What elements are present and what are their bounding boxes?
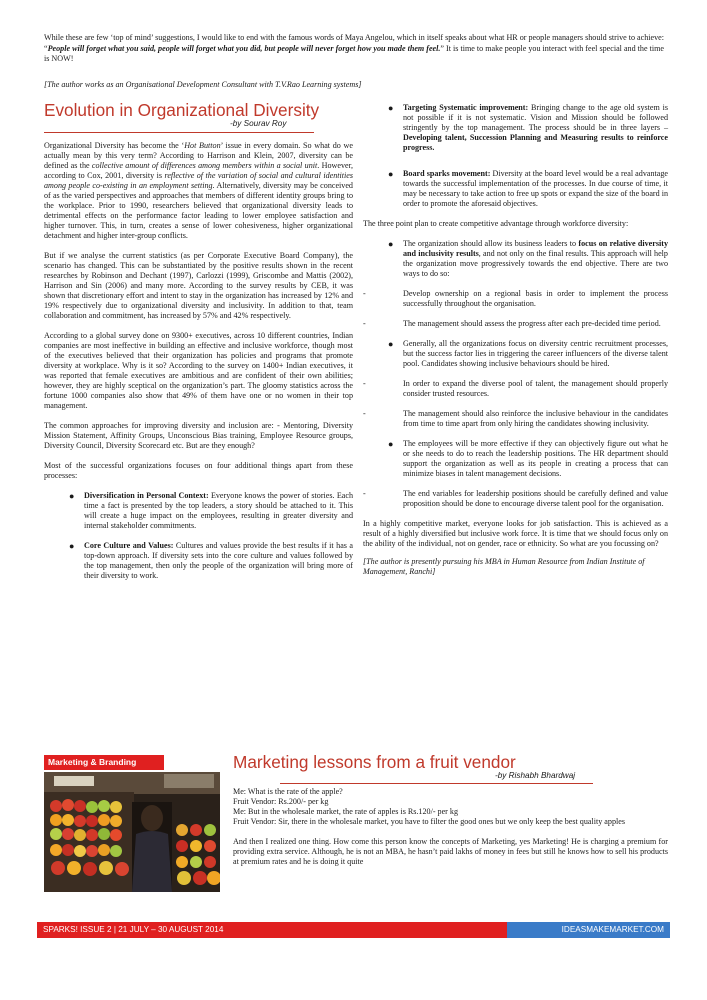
bullet-icon: ● (388, 103, 394, 113)
article1-byline: -by Sourav Roy (230, 119, 287, 128)
article1-paragraph-4: The common approaches for improving diversity and inclusion are: - Mentoring, Diversity Mission Statement, Affinity Groups, Unconscious Bias training, Employee Resource groups, Diversity Council, Diversity Scorecard etc. But are they enough? (44, 421, 353, 450)
article1-title: Evolution in Organizational Diversity (44, 100, 320, 120)
section-tag: Marketing & Branding (44, 755, 164, 770)
dash-marker: - (363, 409, 366, 418)
fruit-stall-illustration (44, 772, 220, 892)
list-item: - In order to expand the diverse pool of talent, the management should properly consider trusted resources. (363, 379, 668, 398)
dash-marker: - (363, 489, 366, 498)
article1-paragraph-2: But if we analyse the current statistics (as per Corporate Executive Board Company), the scenario has changed. This can be substantiated by the positive results shown in the recent researches by Robinson and Dechant (1997), Carlozzi (1999), Griscombe and Mattis (2002), Harrison and Sin (2006) and many more. According to the survey results by CEB, it was shown that discretionary effort and intent to stay in the organization has increased by 12% and 19% respectively due to organizational diversity and inclusivity. In addition to that, team collaboration and commitment, has increased by 57% and 42% respectively. (44, 251, 353, 320)
list-item: ● Core Culture and Values: Cultures and values provide the best results if it has a top-down approach. If diversity sets into the core culture and values followed by the top management, then only the people of the organization will bring more of their diversity to work. (69, 541, 353, 580)
footer-bar (37, 922, 670, 938)
plan-list (363, 239, 668, 509)
article1-paragraph-5: Most of the successful organizations focuses on four additional things apart from these processes: (44, 461, 353, 480)
bullet-icon: ● (388, 439, 394, 449)
dialogue-line: Fruit Vendor: Rs.200/- per kg (233, 797, 329, 806)
article1-closing: In a highly competitive market, everyone looks for job satisfaction. This is achieved as a result of a highly diversified but inclusive work force. It is time that we should focus only on the ability of the individual, not on gender, race or ethnicity. So what are you focussing on? (363, 519, 668, 548)
article2-title: Marketing lessons from a fruit vendor (233, 752, 516, 772)
bullet-icon: ● (69, 541, 75, 551)
bullet-icon: ● (388, 239, 394, 249)
angelou-quote: People will forget what you said, people will forget what you did, but people will never forget how you made them feel. (47, 43, 441, 53)
article2-title-rule (280, 783, 593, 784)
article1-left-column (44, 141, 353, 591)
list-item: ● Generally, all the organizations focus on diversity centric recruitment processes, but the success factor lies in triggering the career influencers of the diverse talent pool. Candidates showing inclusive behaviours should be hired. (388, 339, 668, 368)
dialogue-line: Me: What is the rate of the apple? (233, 787, 343, 796)
article1-left-bullets (44, 491, 353, 581)
dialogue-line: Me: But in the wholesale market, the rate of apples is Rs.120/- per kg (233, 807, 458, 816)
issue-info: SPARKS! ISSUE 2 | 21 JULY – 30 AUGUST 2014 (37, 922, 507, 938)
list-item: - The end variables for leadership positions should be carefully defined and value proposition should be done to encourage diverse talent pool for the organisation. (363, 489, 668, 508)
intro-tail: ” It is time to make people you interact with feel special and the time is NOW! (44, 43, 664, 64)
article1-author-note: [The author is presently pursuing his MBA in Human Resource from Indian Institute of Management, Ranchi] (363, 557, 645, 576)
list-item: - The management should assess the progress after each pre-decided time period. (363, 319, 661, 328)
dash-marker: - (363, 289, 366, 298)
plan-intro: The three point plan to create competitive advantage through workforce diversity: (363, 219, 629, 228)
article1-right-column (363, 103, 668, 587)
dialogue-line: Fruit Vendor: Sir, there in the wholesale market, you have to filter the good ones but we only keep the best quality apples (233, 817, 625, 826)
list-item: - The management should also reinforce the inclusive behaviour in the candidates from time to time apart from only hiring the candidates showing inclusivity. (363, 409, 668, 428)
article1-paragraph-1: Organizational Diversity has become the ‘Hot Button’ issue in every domain. So what do we actually mean by this very term? According to Harrison and Klein, 2007, diversity can be defined as the collective amount of differences among members within a social unit. However, according to Cox, 2001, diversity is reflective of the variation of social and cultural identities among people co-existing in an employment setting. Alternatively, diversity may be conceived of as the varied perspectives and approaches that members of different identity groups bring to the workplace. Prior to 1990, researchers believed that organizational diversity leads to detrimental effects on the performance factor leading to lower employee satisfaction and higher turnover. This, in turn, creates a sense of lower cohesiveness, higher organizational detachment and higher inter-group conflicts. (44, 141, 353, 240)
intro-lead: While these are few ‘top of mind’ suggestions, I would like to end with the famous words of Maya Angelou, which in itself speaks about what HR or people managers should strive to achieve: “ (44, 33, 665, 53)
list-item: ● The employees will be more effective if they can objectively figure out what he or she needs to do to reach the leadership positions. The HR department should support the organization as well as its people in creating a process that can minimize biases in talent management decisions. (388, 439, 668, 478)
bullet-icon: ● (388, 169, 394, 179)
list-item: ● Diversification in Personal Context: Everyone knows the power of stories. Each time a fact is presented by the top leaders, a story should be attached to it. This will create a huge impact on the employees, resulting in greater diversity and internal stakeholder commitments. (69, 491, 353, 530)
bullet-icon: ● (388, 339, 394, 349)
bullet-icon: ● (69, 491, 75, 501)
list-item: ● The organization should allow its business leaders to focus on relative diversity and inclusivity results, and not only on the final results. This approach will help the organization move progressively towards the end objective. There are two ways to do so: (388, 239, 668, 278)
fruit-vendor-photo (44, 772, 220, 892)
article1-paragraph-3: According to a global survey done on 9300+ executives, across 10 different countries, Indian companies are most ineffective in building an effective and inclusive workforce, though most of the executives believed that their organization has policies and programs that promote diversity at workplace. Why is it so? According to the survey on 1400+ Indian executives, it was reported that female executives are ambitious and are confident of their own abilities; however, they are highly sceptical on the organization’s part. The gloomy statistics across the fortune 1000 companies also show that 49% of them have one or no women in their top management. (44, 331, 353, 410)
article2-paragraph: And then I realized one thing. How come this person know the concepts of Marketing, yes Marketing! He is charging a premium for providing extra service. Although, he is not an MBA, he hasn’t paid lakhs of money in fees but still he knows how to sell his products at premium rates and he is doing it quite (233, 837, 668, 866)
article2-body (233, 787, 668, 867)
list-item: - Develop ownership on a regional basis in order to implement the process successfully throughout the organisation. (363, 289, 668, 308)
article2-byline: -by Rishabh Bhardwaj (495, 771, 576, 780)
intro-author-note: [The author works as an Organisational Development Consultant with T.V.Rao Learning systems] (44, 80, 362, 89)
list-item: ● Board sparks movement: Diversity at the board level would be a real advantage towards the successful implementation of the processes. In due course of time, it may be necessary to take action to free up spots or expand the size of the board in order to promote the aforesaid objectives. (388, 169, 668, 208)
article1-title-rule (44, 132, 314, 133)
dash-marker: - (363, 319, 366, 328)
website-link[interactable]: IDEASMAKEMARKET.COM (507, 922, 670, 938)
list-item: ● Targeting Systematic improvement: Bringing change to the age old system is not possible if it is not systematic. Vision and Mission should be followed stringently by the top management. The process should be in three layers – Developing talent, Succession Planning and Measuring results to reinforce progress. (388, 103, 668, 152)
dash-marker: - (363, 379, 366, 388)
intro-paragraph (44, 33, 664, 65)
article1-right-bullets (363, 103, 668, 209)
